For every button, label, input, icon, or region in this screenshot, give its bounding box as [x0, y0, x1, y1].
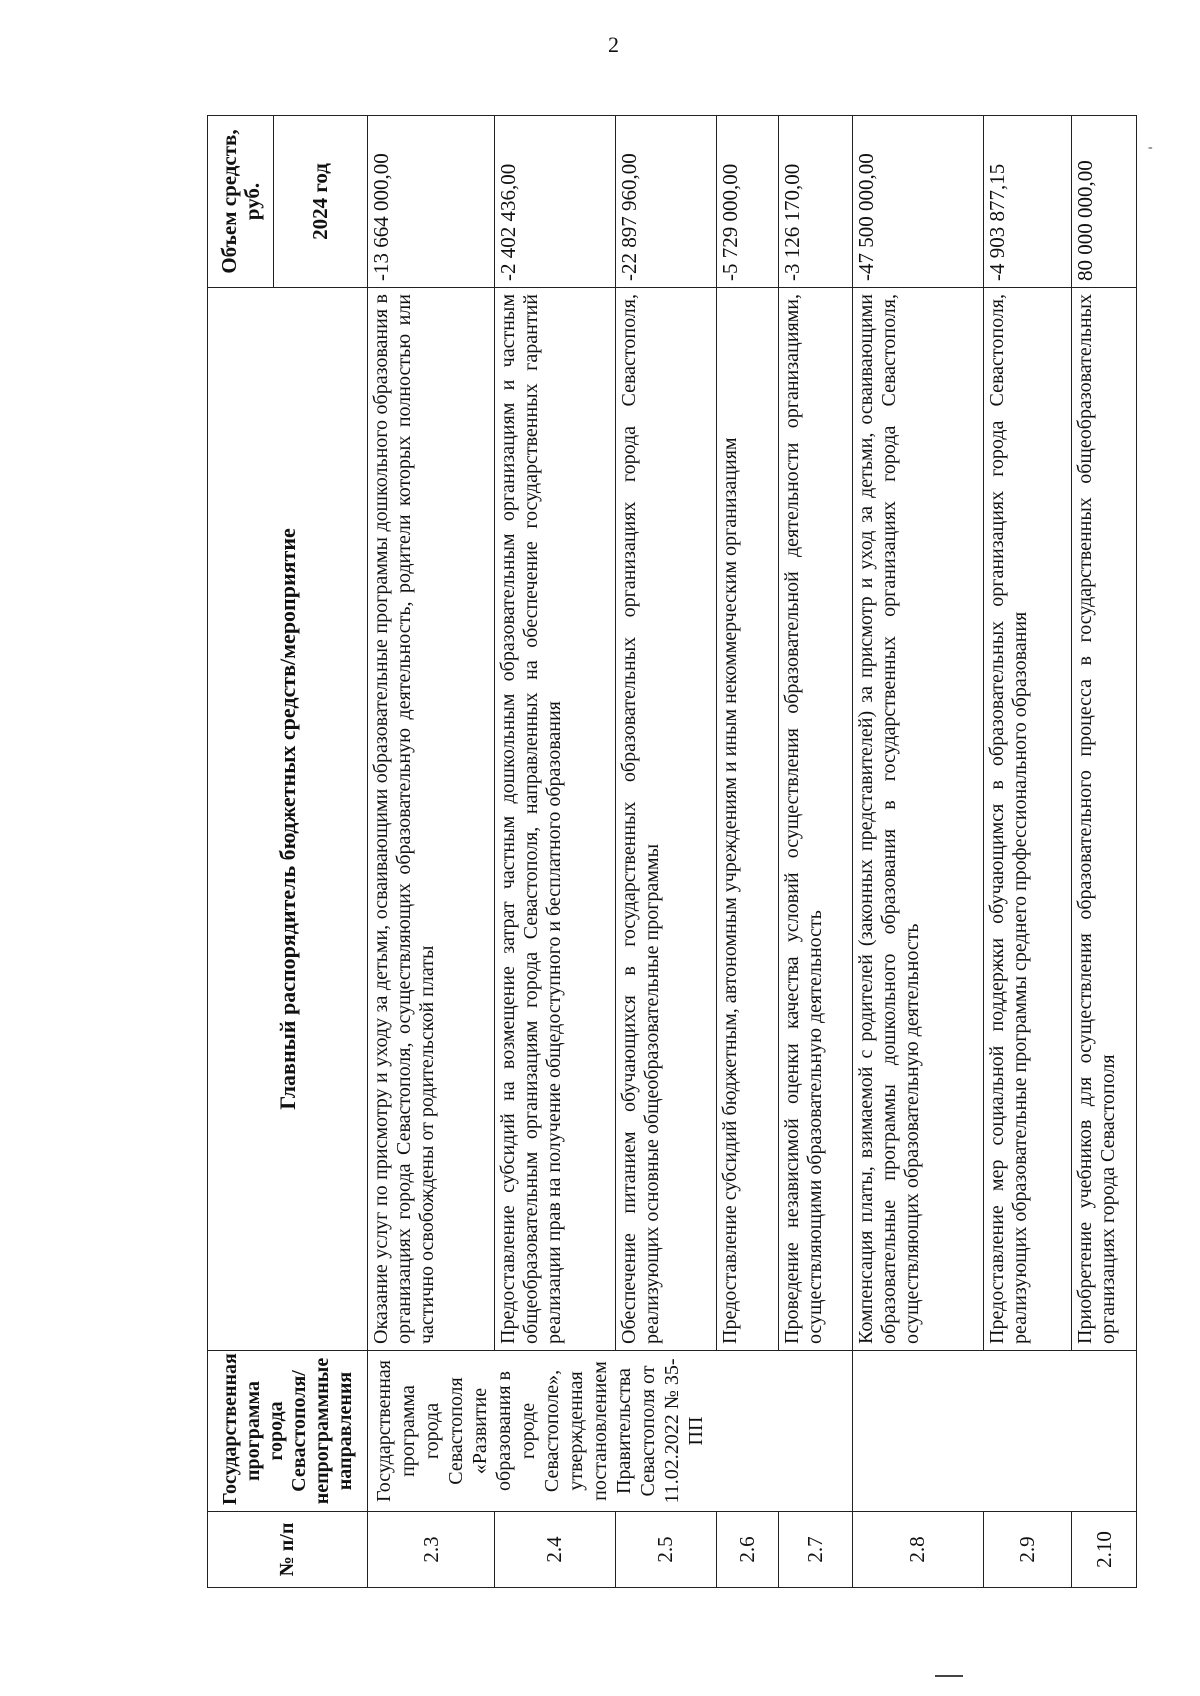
row-number: 2.4 [495, 1512, 616, 1588]
table-row [368, 116, 495, 1588]
header-num: № п/п [208, 1512, 368, 1588]
row-amount: 80 000 000,00 [1072, 116, 1137, 288]
header-program: Государственная программа города Севастополя/ непрограммные направления [208, 1351, 368, 1512]
row-amount: -4 903 877,15 [984, 116, 1072, 288]
row-number: 2.9 [984, 1512, 1072, 1588]
row-amount: -3 126 170,00 [779, 116, 852, 288]
document-table [207, 115, 1137, 1588]
row-amount: -2 402 436,00 [495, 116, 616, 288]
row-amount: -5 729 000,00 [716, 116, 778, 288]
row-number: 2.6 [716, 1512, 778, 1588]
row-activity: Проведение независимой оценки качества условий осуществления образовательной деятельности организациями, осуществляющими образовательную деятельность [779, 288, 852, 1351]
row-activity: Предоставление мер социальной поддержки обучающимся в образовательных организациях города Севастополя, реализующих образовательные программы среднего профессионального образования [984, 288, 1072, 1351]
header-activity: Главный распорядитель бюджетных средств/мероприятие [208, 288, 368, 1351]
row-number: 2.8 [852, 1512, 983, 1588]
row-activity: Компенсация платы, взимаемой с родителей (законных представителей) за присмотр и уход за детьми, осваивающими образовательные программы дошкольного образования в государственных организациях города Севастополя, осуществляющих образовательную деятельность [852, 288, 983, 1351]
row-activity: Приобретение учебников для осуществления образовательного процесса в государственных общеобразовательных организациях города Севастополя [1072, 288, 1137, 1351]
rotated-table [207, 116, 1137, 1588]
row-activity: Обеспечение питанием обучающихся в государственных образовательных организациях города Севастополя, реализующих основные общеобразовательные программы [615, 288, 716, 1351]
row-number: 2.7 [779, 1512, 852, 1588]
header-year: 2024 год [274, 116, 368, 288]
header-amount: Объем средств, руб. [208, 116, 274, 288]
scan-edge-mark [935, 1675, 963, 1677]
row-activity: Предоставление субсидий на возмещение затрат частным дошкольным образовательным организациям и частным общеобразовательным организациям города Севастополя, направленных на обеспечение государственных гарантий реализации прав на получение общедоступного и бесплатного образования [495, 288, 616, 1351]
table-row [852, 116, 983, 1588]
row-amount: -47 500 000,00 [852, 116, 983, 288]
row-activity: Предоставление субсидий бюджетным, автономным учреждениям и иным некоммерческим организациям [716, 288, 778, 1351]
row-number: 2.10 [1072, 1512, 1137, 1588]
row-amount: -13 664 000,00 [368, 116, 495, 288]
program-cell-continued [852, 1351, 1136, 1512]
row-amount: -22 897 960,00 [615, 116, 716, 288]
program-cell: Государственная программа города Севастополя «Развитие образования в городе Севастополе», утвержденная постановлением Правительства Севастополя от 11.02.2022 № 35-ПП [368, 1351, 853, 1512]
page-number: 2 [608, 32, 619, 57]
row-activity: Оказание услуг по присмотру и уходу за детьми, осваивающими образовательные программы дошкольного образования в организациях города Севастополя, осуществляющих образовательную деятельность, родители которых полностью или частично освобождены от родительской платы [368, 288, 495, 1351]
margin-mark: - [1148, 140, 1153, 155]
row-number: 2.3 [368, 1512, 495, 1588]
row-number: 2.5 [615, 1512, 716, 1588]
